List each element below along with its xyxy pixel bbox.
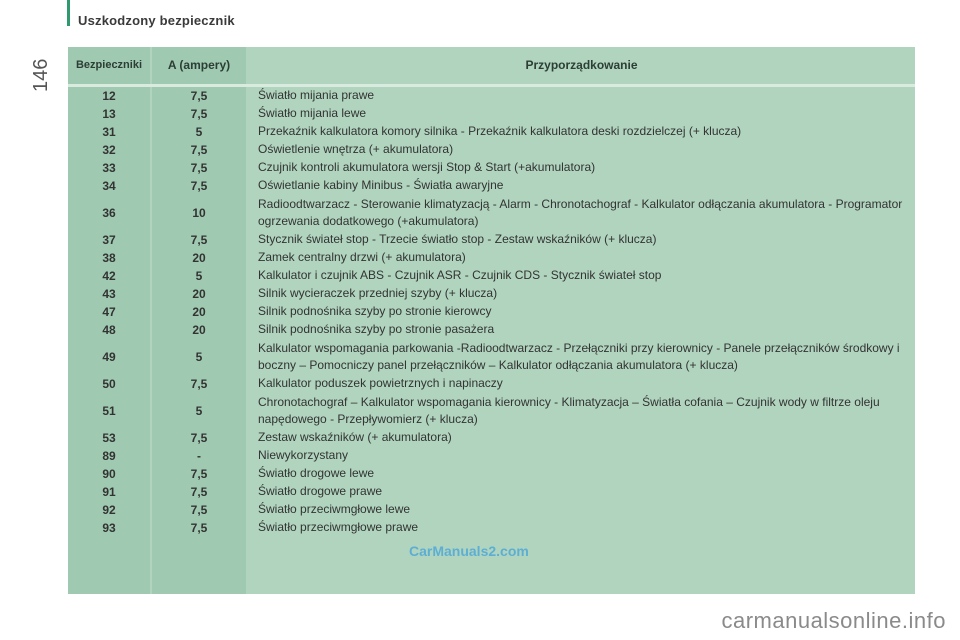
fuse-amperage: 20 (192, 305, 206, 319)
fuse-number: 47 (102, 305, 116, 319)
table-row (68, 429, 915, 447)
table-row (68, 123, 915, 141)
page-number: 146 (30, 58, 52, 92)
table-row (68, 159, 915, 177)
fuse-number: 36 (102, 206, 116, 220)
fuse-amperage: 7,5 (190, 521, 208, 535)
watermark: CarManuals2.com (409, 543, 529, 559)
table-row (68, 141, 915, 159)
header-amperes: A (ampery) (152, 47, 246, 84)
table-row (68, 483, 915, 501)
fuse-number: 33 (102, 161, 116, 175)
fuse-assignment: Przekaźnik kalkulatora komory silnika - Przekaźnik kalkulatora deski rozdzielczej (+ klucza) (258, 124, 742, 139)
table-row (68, 339, 915, 375)
table-row (68, 87, 915, 105)
fuse-number: 34 (102, 179, 116, 193)
fuse-assignment: Kalkulator i czujnik ABS - Czujnik ASR - Czujnik CDS - Stycznik świateł stop (258, 268, 662, 283)
fuse-number: 13 (102, 107, 116, 121)
fuse-assignment: Niewykorzystany (258, 448, 349, 463)
fuse-assignment: Światło drogowe prawe (258, 484, 383, 499)
fuse-assignment: Zestaw wskaźników (+ akumulatora) (258, 430, 452, 445)
table-row (68, 105, 915, 123)
table-header (68, 47, 915, 84)
fuse-number: 12 (102, 89, 116, 103)
fuse-assignment: Oświetlanie kabiny Minibus - Światła awaryjne (258, 178, 504, 193)
table-row (68, 195, 915, 231)
table-row (68, 249, 915, 267)
fuse-amperage: 10 (192, 206, 206, 220)
table-row (68, 501, 915, 519)
fuse-amperage: 5 (195, 125, 203, 139)
table-body (68, 87, 915, 537)
fuse-amperage: - (197, 449, 201, 463)
table-row (68, 465, 915, 483)
fuse-amperage: 7,5 (190, 377, 208, 391)
fuse-amperage: 5 (195, 404, 203, 418)
fuse-assignment: Silnik podnośnika szyby po stronie pasażera (258, 322, 495, 337)
fuse-number: 53 (102, 431, 116, 445)
fuse-amperage: 5 (195, 350, 203, 364)
fuse-assignment: Światło przeciwmgłowe lewe (258, 502, 411, 517)
fuse-number: 42 (102, 269, 116, 283)
fuse-number: 51 (102, 404, 116, 418)
table-row (68, 285, 915, 303)
fuse-amperage: 7,5 (190, 503, 208, 517)
fuse-amperage: 7,5 (190, 89, 208, 103)
fuse-assignment: Czujnik kontroli akumulatora wersji Stop & Start (+akumulatora) (258, 160, 596, 175)
fuse-assignment: Chronotachograf – Kalkulator wspomagania kierownicy - Klimatyzacja – Światła cofania – Czujnik wody w filtrze oleju napędowego - Przepływomierz (+ klucza) (258, 394, 880, 426)
header-assignment: Przyporządkowanie (248, 47, 915, 84)
table-row (68, 393, 915, 429)
section-title: Uszkodzony bezpiecznik (78, 13, 235, 28)
fuse-assignment: Światło przeciwmgłowe prawe (258, 520, 419, 535)
fuse-assignment: Silnik wycieraczek przedniej szyby (+ klucza) (258, 286, 498, 301)
fuse-number: 49 (102, 350, 116, 364)
fuse-assignment: Silnik podnośnika szyby po stronie kierowcy (258, 304, 492, 319)
table-row (68, 321, 915, 339)
fuse-amperage: 7,5 (190, 107, 208, 121)
table-row (68, 267, 915, 285)
fuse-number: 90 (102, 467, 116, 481)
table-row (68, 303, 915, 321)
fuse-amperage: 7,5 (190, 431, 208, 445)
fuse-number: 31 (102, 125, 116, 139)
section-accent-bar (67, 0, 70, 26)
fuse-number: 93 (102, 521, 116, 535)
table-row (68, 375, 915, 393)
fuse-number: 43 (102, 287, 116, 301)
footer-brand: carmanualsonline.info (721, 608, 946, 633)
fuse-amperage: 5 (195, 269, 203, 283)
fuse-amperage: 7,5 (190, 485, 208, 499)
fuse-number: 32 (102, 143, 116, 157)
fuse-amperage: 20 (192, 251, 206, 265)
fuse-assignment: Kalkulator wspomagania parkowania -Radioodtwarzacz - Przełączniki przy kierownicy - Panele przełączników środkowy i boczny – Pomocniczy panel przełączników – Kalkulator odłączania akumulatora (+ klucza) (258, 340, 900, 372)
fuse-assignment: Światło mijania lewe (258, 106, 367, 121)
fuse-amperage: 7,5 (190, 161, 208, 175)
table-row (68, 519, 915, 537)
fuse-amperage: 20 (192, 323, 206, 337)
table-row (68, 231, 915, 249)
table-row (68, 447, 915, 465)
fuse-amperage: 20 (192, 287, 206, 301)
fuse-amperage: 7,5 (190, 467, 208, 481)
fuse-number: 91 (102, 485, 116, 499)
fuse-amperage: 7,5 (190, 179, 208, 193)
table-row (68, 177, 915, 195)
fuse-number: 92 (102, 503, 116, 517)
fuse-number: 50 (102, 377, 116, 391)
header-fuses: Bezpieczniki (68, 47, 150, 84)
fuse-number: 37 (102, 233, 116, 247)
fuse-assignment: Światło drogowe lewe (258, 466, 375, 481)
fuse-assignment: Oświetlenie wnętrza (+ akumulatora) (258, 142, 454, 157)
fuse-assignment: Zamek centralny drzwi (+ akumulatora) (258, 250, 466, 265)
fuse-table (68, 47, 915, 594)
fuse-number: 89 (102, 449, 116, 463)
fuse-assignment: Radioodtwarzacz - Sterowanie klimatyzacją - Alarm - Chronotachograf - Kalkulator odłączania akumulatora - Programator ogrzewania dodatkowego (+akumulatora) (258, 196, 903, 228)
page-number-container (30, 48, 60, 98)
fuse-number: 48 (102, 323, 116, 337)
fuse-assignment: Światło mijania prawe (258, 88, 375, 103)
fuse-assignment: Kalkulator poduszek powietrznych i napinaczy (258, 376, 503, 391)
fuse-amperage: 7,5 (190, 143, 208, 157)
fuse-amperage: 7,5 (190, 233, 208, 247)
fuse-assignment: Stycznik świateł stop - Trzecie światło stop - Zestaw wskaźników (+ klucza) (258, 232, 657, 247)
fuse-number: 38 (102, 251, 116, 265)
